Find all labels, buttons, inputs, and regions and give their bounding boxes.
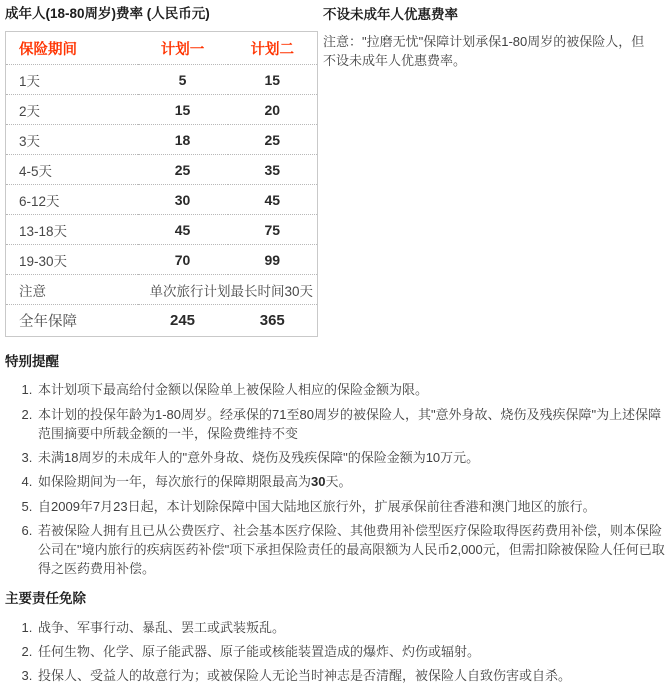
note-value: 单次旅行计划最长时间30天: [138, 275, 318, 305]
special-reminder-title: 特别提醒: [5, 354, 59, 370]
plan2-cell: 25: [228, 125, 318, 155]
page-title: 成年人(18-80周岁)费率 (人民币元): [5, 6, 210, 21]
top-area: [0, 0, 666, 337]
plan2-cell: 20: [228, 95, 318, 125]
period-cell: 3天: [6, 125, 138, 155]
table-row: [6, 65, 318, 95]
item-text: 如保险期间为一年，每次旅行的保障期限最高为: [38, 474, 312, 490]
header-plan1: 计划一: [138, 32, 228, 65]
list-item: 2. 任何生物、化学、原子能武器、原子能或核能装置造成的爆炸、灼伤或辐射。: [36, 642, 666, 661]
table-row: [6, 155, 318, 185]
plan2-cell: 45: [228, 185, 318, 215]
list-item: 3. 投保人、受益人的故意行为；或被保险人无论当时神志是否清醒，被保险人自致伤害或自杀。: [36, 666, 666, 685]
table-row: [6, 215, 318, 245]
list-item: 1. 战争、军事行动、暴乱、罢工或武装叛乱。: [36, 618, 666, 637]
plan2-cell: 15: [228, 65, 318, 95]
annual-plan2: 365: [259, 312, 285, 330]
header-period: 保险期间: [6, 32, 138, 65]
period-cell: 4-5天: [6, 155, 138, 185]
list-item: [36, 472, 666, 491]
list-item: 3. 未满18周岁的未成年人的"意外身故、烧伤及残疾保障"的保险金额为10万元。: [36, 448, 666, 467]
period-cell: 2天: [6, 95, 138, 125]
table-row: [6, 245, 318, 275]
period-cell: 19-30天: [6, 245, 138, 275]
annual-label: 全年保障: [19, 314, 77, 331]
period-cell: 13-18天: [6, 215, 138, 245]
table-row: [6, 95, 318, 125]
table-annual-row: [6, 305, 318, 337]
plan2-cell: 75: [228, 215, 318, 245]
item-highlight: 30: [311, 474, 326, 490]
plan1-cell: 45: [138, 215, 228, 245]
annual-plan1: 245: [169, 312, 196, 330]
table-row: [6, 185, 318, 215]
item-text: 天。: [325, 474, 352, 490]
list-item: 1. 本计划项下最高给付金额以保险单上被保险人相应的保险金额为限。: [36, 380, 666, 399]
exclusions-title: 主要责任免除: [5, 591, 86, 607]
rate-column: [0, 6, 322, 337]
plan1-cell: 18: [138, 125, 228, 155]
list-item: 5. 自2009年7月23日起，本计划除保障中国大陆地区旅行外，扩展承保前往香港和澳门地区的旅行。: [36, 497, 666, 516]
special-reminder-section: [0, 354, 666, 578]
table-row: [6, 125, 318, 155]
period-cell: 6-12天: [6, 185, 138, 215]
plan1-cell: 25: [138, 155, 228, 185]
list-item: 6. 若被保险人拥有且已从公费医疗、社会基本医疗保险、其他费用补偿型医疗保险取得医药费用补偿，则本保险公司在"境内旅行的疾病医药补偿"项下承担保险责任的最高限额为人民币2,000元，但需扣除被保险人任何已取得之医药费用补偿。: [36, 521, 666, 579]
list-item: 2. 本计划的投保年龄为1-80周岁。经承保的71至80周岁的被保险人，其"意外身故、烧伤及残疾保障"为上述保障范围摘要中所载金额的一半，保险费维持不变: [36, 405, 666, 443]
special-reminder-list: [5, 380, 666, 578]
table-header-row: [6, 32, 318, 65]
plan1-cell: 5: [138, 65, 228, 95]
plan2-cell: 35: [228, 155, 318, 185]
exclusions-section: [0, 591, 666, 685]
plan1-cell: 15: [138, 95, 228, 125]
plan1-cell: 70: [138, 245, 228, 275]
plan2-cell: 99: [228, 245, 318, 275]
rate-table: [5, 31, 318, 337]
exclusions-list: [5, 618, 666, 685]
note-label: 注意: [6, 275, 138, 305]
period-cell: 1天: [6, 65, 138, 95]
minor-rate-title: 不设未成年人优惠费率: [323, 7, 458, 22]
plan1-cell: 30: [138, 185, 228, 215]
minor-rate-note: 注意："拉磨无忧"保障计划承保1-80周岁的被保险人，但不设未成年人优惠费率。: [323, 34, 645, 69]
header-plan2: 计划二: [228, 32, 318, 65]
table-note-row: [6, 275, 318, 305]
minor-rate-column: [322, 6, 666, 71]
